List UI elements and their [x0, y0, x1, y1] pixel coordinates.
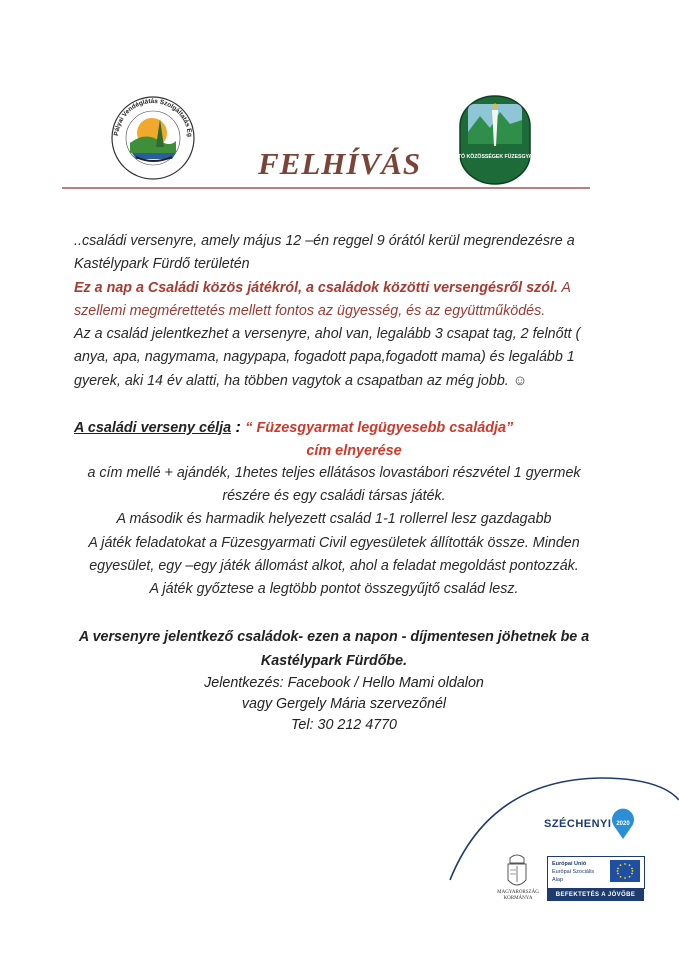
intro-line: ..családi versenyre, amely május 12 –én reggel 9 órától kerül megrendezésre a [74, 233, 575, 249]
prize-line: egyesület, egy –egy játék állomást alkot, ahol a feladat megoldást pontozzák. [89, 557, 579, 574]
hungary-crest-icon [502, 852, 532, 892]
svg-text:Pályai Vendéglátás Szolgáltatá: Pályai Vendéglátás Szolgáltatás Eg [113, 97, 194, 138]
contact-info [74, 673, 614, 736]
goal-subtitle: cím elnyerése [306, 443, 402, 459]
page-title: FELHÍVÁS [258, 146, 422, 181]
intro-line: Az a család jelentkezhet a versenyre, ahol van, legalább 3 csapat tag, 2 felnőtt ( [74, 326, 581, 343]
intro-line: anya, apa, nagymama, nagypapa, fogadott papa,fogadott mama) és legalább 1 [74, 349, 575, 366]
cta-line: A versenyre jelentkező családok- ezen a napon - díjmentesen jöhetnek be a [78, 629, 590, 645]
intro-line: szellemi megmérettetés mellett fontos az ügyesség, és az együttműködés. [74, 302, 546, 319]
eu-flag-icon [610, 860, 640, 882]
prize-paragraph [64, 462, 604, 601]
prize-line: részére és egy családi társas játék. [222, 488, 446, 505]
prize-line: A második és harmadik helyezett család 1-1 rollerrel lesz gazdagabb [116, 511, 552, 528]
prize-line: a cím mellé + ajándék, 1hetes teljes ellátásos lovastábori részvétel 1 gyermek [87, 465, 581, 481]
svg-text:2020: 2020 [616, 821, 630, 827]
highlight-text: Ez a nap a Családi közös játékról, a családok közötti versengésről szól. [74, 279, 558, 296]
intro-line: gyerek, aki 14 év alatti, ha többen vagytok a csapatban az még jobb. ☺ [74, 372, 528, 389]
prize-line: A játék győztese a legtöbb pontot összegyűjtő család lesz. [149, 581, 519, 598]
eu-slogan: BEFEKTETÉS A JÖVŐBE [547, 889, 644, 901]
prize-line: A játék feladatokat a Füzesgyarmati Civil egyesületek állították össze. Minden [88, 534, 580, 551]
szechenyi-pin-icon [611, 810, 635, 840]
call-to-action [64, 626, 604, 673]
contact-line: Tel: 30 212 4770 [291, 717, 397, 733]
goal-title: “ Füzesgyarmat legügyesebb családja” [245, 420, 514, 436]
intro-paragraph [74, 230, 594, 393]
government-label: MAGYARORSZÁG KORMÁNYA [497, 890, 539, 901]
contact-line: vagy Gergely Mária szervezőnél [241, 696, 447, 712]
goal-section [64, 416, 604, 463]
header-divider [62, 187, 590, 189]
intro-line: Ez a nap a Családi közös játékról, a családok közötti versengésről szól. A [74, 279, 571, 296]
goal-heading: A családi verseny célja : “ Füzesgyarmat legügyesebb családja” [74, 419, 514, 436]
eu-logo: Európai Unió Európai Szociális Alap [547, 856, 645, 889]
goal-label: A családi verseny célja [74, 420, 232, 436]
szechenyi-logo: SZÉCHENYI [544, 818, 612, 830]
intro-line: Kastélypark Fürdő területén [74, 256, 250, 273]
cta-line: Kastélypark Fürdőbe. [260, 652, 408, 669]
contact-line: Jelentkezés: Facebook / Hello Mami oldalon [204, 675, 484, 691]
svg-text:ALKOTÓ KÖZÖSSÉGEK FÜZESGYARMAT: ALKOTÓ KÖZÖSSÉGEK FÜZESGYARMAT [443, 154, 547, 160]
community-logo [443, 94, 547, 186]
association-logo [110, 95, 196, 181]
